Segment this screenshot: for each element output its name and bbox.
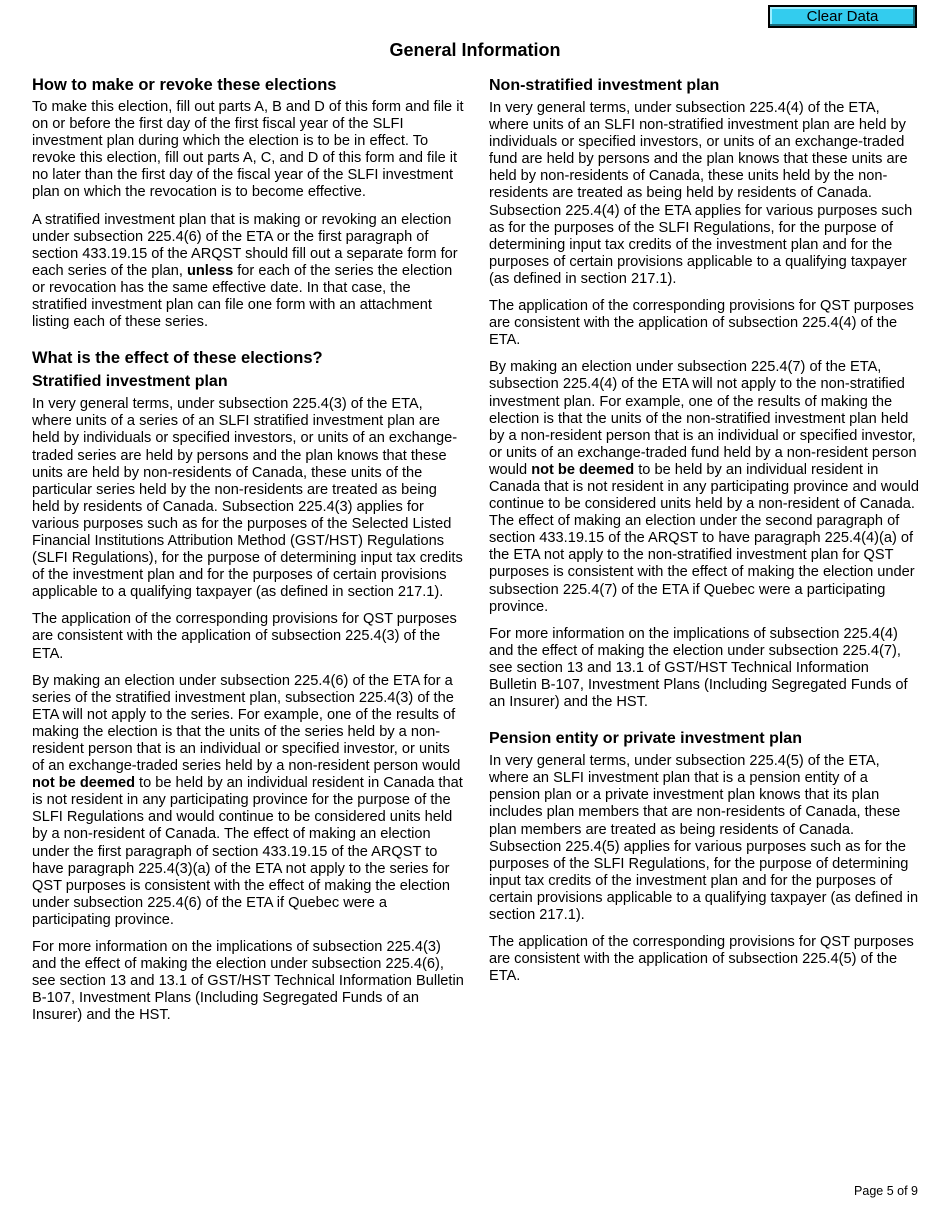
heading-pension-entity: Pension entity or private investment plan <box>489 730 802 748</box>
paragraph-pension-general: In very general terms, under subsection 225.4(5) of the ETA, where an SLFI investment plan that is a pension entity of a pension plan or a private investment plan knows that its plan includes plan members that are non-residents of Canada, these plan members are treated as being residents of Canada. Subsection 225.4(5) applies for various purposes such as for the purposes of the SLFI Regulations, for the purpose of determining input tax credits of the investment plan and for the purposes of certain provisions applicable to a qualifying taxpayer (as defined in section 217.1). <box>489 753 919 924</box>
text-run: A stratified investment plan that is making or revoking an election under subsection 225.4(6) of the ETA or the first paragraph of section 433.19.15 of the ARQST should fill out a separate form for each series of the plan, <box>32 211 458 279</box>
page-title: General Information <box>389 40 561 60</box>
paragraph-stratified-qst: The application of the corresponding provisions for QST purposes are consistent with the application of subsection 225.4(3) of the ETA. <box>32 611 457 662</box>
bold-text: unless <box>186 262 234 279</box>
heading-effect-of-elections: What is the effect of these elections? <box>32 349 323 368</box>
paragraph-stratified-more-info: For more information on the implications of subsection 225.4(3) and the effect of making the election under subsection 225.4(6), see section 13 and 13.1 of GST/HST Technical Information Bulletin B-107, Investment Plans (Including Segregated Funds of an Insurer) and the HST. <box>32 939 464 1024</box>
bold-text: not be deemed <box>531 461 635 478</box>
heading-non-stratified-plan: Non-stratified investment plan <box>489 77 720 94</box>
text-run: to be held by an individual resident in Canada that is not resident in any participating province for the purpose of the SLFI Regulations and would continue to be considered units held by a non-resident of Canada. The effect of making an election under the first paragraph of section 433.19.15 of the ARQST to have paragraph 225.4(3)(a) of the ETA not apply to the series for QST purposes is consistent with the effect of making the election under subsection 225.4(6) of the ETA if Quebec were a participating province. <box>32 775 463 928</box>
text-run: By making an election under subsection 225.4(6) of the ETA for a series of the stratified investment plan, subsection 225.4(3) of the ETA will not apply to the series. For example, one of the results of making the election is that the units of the series held by a non-resident person that is an individual or specified investor, or units of an exchange-traded series held by a non-resident person would <box>32 672 461 775</box>
page-number: Page 5 of 9 <box>854 1184 918 1198</box>
text-run: By making an election under subsection 225.4(7) of the ETA, subsection 225.4(4) of the ETA will not apply to the non-stratified investment plan. For example, one of the results of making the election is that the units of the non-stratified investment plan held by a non-resident person that is an individual or specified investor, or units of an exchange-traded fund held by a non-resident person would <box>489 359 917 478</box>
heading-make-or-revoke: How to make or revoke these elections <box>32 76 337 94</box>
bold-text: not be deemed <box>32 775 135 792</box>
paragraph-stratified-separate-form <box>32 212 464 332</box>
left-column <box>32 76 464 1035</box>
paragraph-pension-qst: The application of the corresponding provisions for QST purposes are consistent with the application of subsection 225.4(5) of the ETA. <box>489 934 914 985</box>
paragraph-non-stratified-election <box>489 359 919 615</box>
paragraph-stratified-general: In very general terms, under subsection 225.4(3) of the ETA, where units of a series of an SLFI stratified investment plan are held by individuals or specified investors, or units of an exchange-traded series are held by persons and the plan knows that these units are held by non-residents of Canada, these units of the particular series held by the non-residents are treated as being held by residents of Canada. Subsection 225.4(3) applies for various purposes such as for the purposes of the Selected Listed Financial Institutions Attribution Method (GST/HST) Regulations (SLFI Regulations), for the purpose of determining input tax credits of the investment plan and for the purposes of certain provisions applicable to a qualifying taxpayer (as defined in section 217.1). <box>32 396 463 601</box>
text-run: for each of the series the election or revocation has the same effective date. In that case, the stratified investment plan can file one form with an attachment listing each of these series. <box>32 262 453 331</box>
text-run: to be held by an individual resident in Canada that is not resident in any participating province and would continue to be considered units held by a non-resident of Canada. The effect of making an election under the second paragraph of section 433.19.15 of the ARQST to have paragraph 225.4(4)(a) of the ETA not apply to the non-stratified investment plan for QST purposes is consistent with the effect of making the election under subsection 225.4(7) of the ETA if Quebec were a participating province. <box>489 461 919 615</box>
paragraph-make-or-revoke: To make this election, fill out parts A, B and D of this form and file it on or before the first day of the first fiscal year of the SLFI investment plan during which the election is to be in effect. To revoke this election, fill out parts A, C, and D of this form and file it no later than the first day of the fiscal year of the SLFI investment plan on which the revocation is to become effective. <box>32 99 464 201</box>
paragraph-non-stratified-qst: The application of the corresponding provisions for QST purposes are consistent with the application of subsection 225.4(4) of the ETA. <box>489 298 914 349</box>
paragraph-stratified-election <box>32 673 464 929</box>
clear-data-button[interactable]: Clear Data <box>768 5 917 28</box>
paragraph-non-stratified-general: In very general terms, under subsection 225.4(4) of the ETA, where units of an SLFI non-stratified investment plan are held by individuals or specified investors, or units of an exchange-traded fund are held by persons and the plan knows that these units are held by non-residents of Canada, these units held by the non-residents are treated as being held by residents of Canada. Subsection 225.4(4) of the ETA applies for various purposes such as for the purposes of the SLFI Regulations, for the purpose of determining input tax credits of the investment plan and for the purposes of certain provisions applicable to a qualifying taxpayer (as defined in section 217.1). <box>489 100 913 287</box>
paragraph-non-stratified-more-info: For more information on the implications of subsection 225.4(4) and the effect of making the election under subsection 225.4(7), see section 13 and 13.1 of GST/HST Technical Information Bulletin B-107, Investment Plans (Including Segregated Funds of an Insurer) and the HST. <box>489 625 908 711</box>
right-column <box>489 76 919 995</box>
heading-stratified-plan: Stratified investment plan <box>32 373 228 391</box>
